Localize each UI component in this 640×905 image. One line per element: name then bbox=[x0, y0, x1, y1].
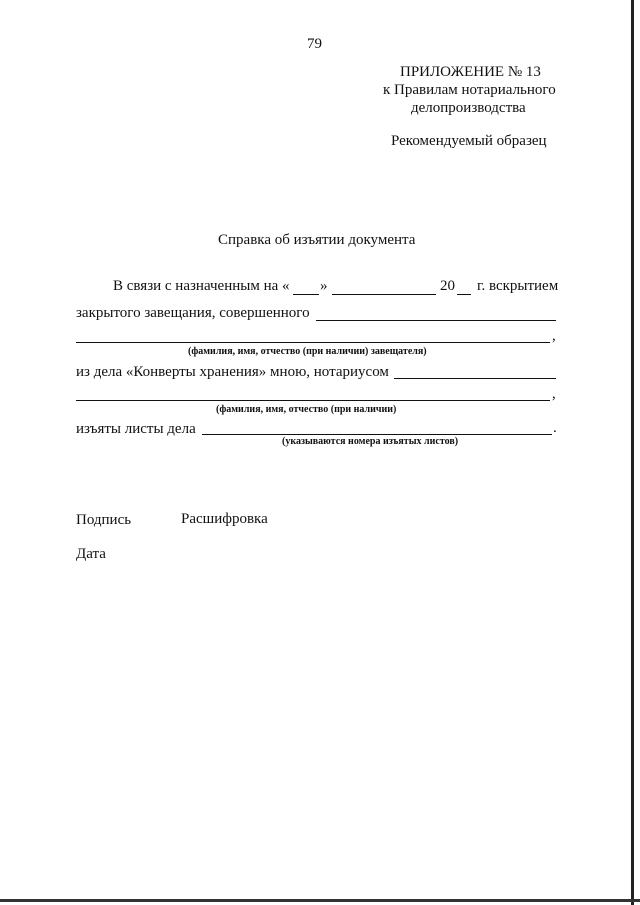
text: 20 bbox=[440, 278, 455, 294]
note-notary: (фамилия, имя, отчество (при наличии) bbox=[216, 404, 397, 415]
testator-field-2 bbox=[76, 342, 550, 343]
appendix-line3: делопроизводства bbox=[411, 100, 526, 116]
page-edge bbox=[631, 0, 634, 905]
date-label: Дата bbox=[76, 546, 106, 562]
text: г. вскрытием bbox=[477, 278, 559, 294]
text: В связи с назначенным на « bbox=[113, 278, 290, 294]
decoding-label: Расшифровка bbox=[181, 511, 268, 527]
comma: , bbox=[552, 386, 556, 402]
year-field bbox=[457, 294, 471, 295]
period: . bbox=[553, 420, 557, 436]
comma: , bbox=[552, 328, 556, 344]
page-number: 79 bbox=[307, 36, 322, 52]
page-edge bbox=[0, 899, 640, 902]
text: » bbox=[320, 278, 328, 294]
note-sheets: (указываются номера изъятых листов) bbox=[282, 436, 459, 447]
note-testator: (фамилия, имя, отчество (при наличии) завещателя) bbox=[188, 346, 427, 357]
document-title: Справка об изъятии документа bbox=[218, 232, 416, 248]
signature-label: Подпись bbox=[76, 512, 132, 528]
notary-field-2 bbox=[76, 400, 550, 401]
testator-field bbox=[316, 320, 556, 321]
sample-label: Рекомендуемый образец bbox=[391, 133, 547, 149]
appendix-label: ПРИЛОЖЕНИЕ № 13 bbox=[400, 64, 541, 80]
appendix-line2: к Правилам нотариального bbox=[383, 82, 556, 98]
text: из дела «Конверты хранения» мною, нотариусом bbox=[76, 364, 389, 380]
month-field bbox=[332, 294, 436, 295]
text: изъяты листы дела bbox=[76, 421, 196, 437]
day-field bbox=[293, 294, 319, 295]
notary-field bbox=[394, 378, 556, 379]
sheets-field bbox=[202, 434, 552, 435]
text: закрытого завещания, совершенного bbox=[76, 305, 310, 321]
